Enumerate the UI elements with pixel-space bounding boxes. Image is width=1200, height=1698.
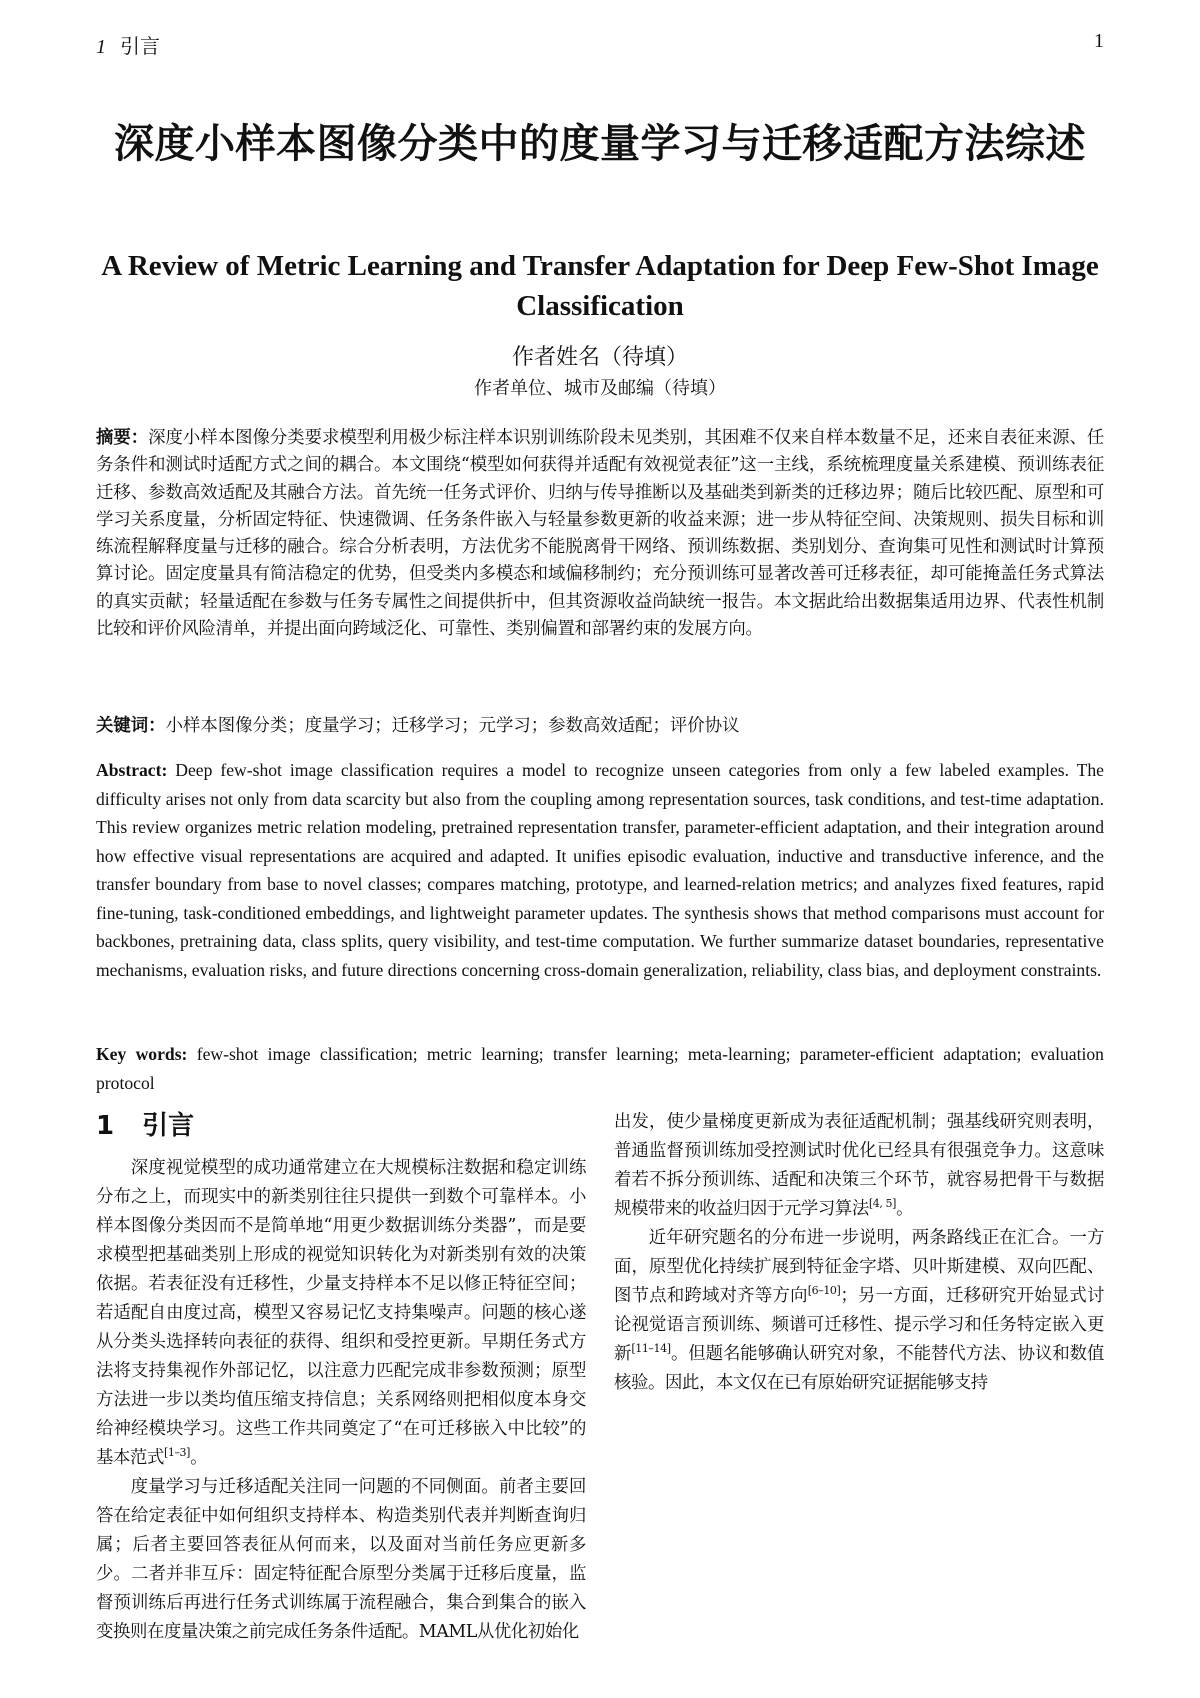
section-title: 引言 (142, 1111, 195, 1141)
citation: [1–3] (163, 1446, 191, 1460)
title-chinese: 深度小样本图像分类中的度量学习与迁移适配方法综述 (114, 121, 1086, 167)
citation: [4, 5] (868, 1197, 897, 1211)
paragraph-2-continued (614, 1108, 1104, 1224)
paragraph-1 (96, 1154, 586, 1473)
paragraph-1-text: 深度视觉模型的成功通常建立在大规模标注数据和稳定训练分布之上，而现实中的新类别往往只提供一到数个可靠样本。小样本图像分类因而不是简单地“用更少数据训练分类器”，而是要求模型把基础类别上形成的视觉知识转化为对新类别有效的决策依据。若表征没有迁移性，少量支持样本不足以修正特征空间；若适配自由度过高，模型又容易记忆支持集噪声。问题的核心遂从分类头选择转向表征的获得、组织和受控更新。早期任务式方法将支持集视作外部记忆，以注意力匹配完成非参数预测；原型方法进一步以类均值压缩支持信息；关系网络则把相似度本身交给神经模块学习。这些工作共同奠定了“在可迁移嵌入中比较”的基本范式 (96, 1158, 586, 1468)
keywords-chinese (96, 713, 1104, 740)
paragraph-1-end: 。 (190, 1448, 208, 1468)
paragraph-2-continued-text: 出发，使少量梯度更新成为表征适配机制；强基线研究则表明，普通监督预训练加受控测试时优化已经具有很强竞争力。这意味着若不拆分预训练、适配和决策三个环节，就容易把骨干与数据规模带来的收益归因于元学习算法 (614, 1112, 1104, 1219)
paragraph-3-mid: ；另一方面，迁移研究开始显式讨论视觉语言预训练、频谱可迁移性、提示学习和任务特定嵌入更新 (614, 1286, 1104, 1364)
paragraph-3 (614, 1224, 1104, 1398)
abstract-chinese-label: 摘要： (96, 428, 149, 448)
keywords-english (96, 1040, 1104, 1097)
abstract-english (96, 756, 1104, 984)
running-head-section (96, 30, 160, 59)
paragraph-2 (96, 1473, 586, 1647)
author-name: 作者姓名（待填） (511, 345, 688, 370)
abstract-english-text: Deep few-shot image classification requires a model to recognize unseen categories from only a few labeled examples. The difficulty arises not only from data scarcity but also from the coupling among representation sources, task conditions, and test-time adaptation. This review organizes metric relation modeling, pretrained representation transfer, parameter-efficient adaptation, and their integration around how effective visual representations are acquired and adapted. It unifies episodic evaluation, inductive and transductive inference, and the transfer boundary from base to novel classes; compares matching, prototype, and learned-relation metrics; and analyzes fixed features, rapid fine-tuning, task-conditioned embeddings, and lightweight parameter updates. The synthesis shows that method comparisons must account for backbones, pretraining data, class splits, query visibility, and test-time computation. We further summarize dataset boundaries, representative mechanisms, evaluation risks, and future directions concerning cross-domain generalization, reliability, class bias, and deployment constraints. (96, 760, 1104, 980)
citation: [6–10] (807, 1284, 841, 1298)
keywords-english-text: few-shot image classification; metric learning; transfer learning; meta-learning; parameter-efficient adaptation; evaluation protocol (96, 1044, 1104, 1093)
abstract-english-label: Abstract: (96, 760, 168, 780)
title-english: A Review of Metric Learning and Transfer Adaptation for Deep Few-Shot Image Classification (101, 250, 1099, 322)
citation: [11–14] (631, 1342, 671, 1356)
paragraph-2-end: 。 (896, 1199, 914, 1219)
paragraph-3-end: 。但题名能够确认研究对象，不能替代方法、协议和数值核验。因此，本文仅在已有原始研究证据能够支持 (614, 1344, 1104, 1393)
keywords-chinese-text: 小样本图像分类；度量学习；迁移学习；元学习；参数高效适配；评价协议 (165, 716, 740, 736)
paragraph-3-text: 近年研究题名的分布进一步说明，两条路线正在汇合。一方面，原型优化持续扩展到特征金字塔、贝叶斯建模、双向匹配、图节点和跨域对齐等方向 (614, 1228, 1104, 1306)
keywords-chinese-label: 关键词： (96, 716, 166, 736)
section-heading (96, 1108, 586, 1144)
author-affiliation: 作者单位、城市及邮编（待填） (474, 378, 726, 399)
keywords-english-label: Key words: (96, 1044, 188, 1064)
body-column-right (614, 1108, 1104, 1398)
abstract-chinese-text: 深度小样本图像分类要求模型利用极少标注样本识别训练阶段未见类别，其困难不仅来自样本数量不足，还来自表征来源、任务条件和测试时适配方式之间的耦合。本文围绕“模型如何获得并适配有效视觉表征”这一主线，系统梳理度量关系建模、预训练表征迁移、参数高效适配及其融合方法。首先统一任务式评价、归纳与传导推断以及基础类到新类的迁移边界；随后比较匹配、原型和可学习关系度量，分析固定特征、快速微调、任务条件嵌入与轻量参数更新的收益来源；进一步从特征空间、决策规则、损失目标和训练流程解释度量与迁移的融合。综合分析表明，方法优劣不能脱离骨干网络、预训练数据、类别划分、查询集可见性和测试时计算预算讨论。固定度量具有简洁稳定的优势，但受类内多模态和域偏移制约；充分预训练可显著改善可迁移表征，却可能掩盖任务式算法的真实贡献；轻量适配在参数与任务专属性之间提供折中，但其资源收益尚缺统一报告。本文据此给出数据集适用边界、代表性机制比较和评价风险清单，并提出面向跨域泛化、可靠性、类别偏置和部署约束的发展方向。 (96, 428, 1104, 640)
paragraph-2-text: 度量学习与迁移适配关注同一问题的不同侧面。前者主要回答在给定表征中如何组织支持样本、构造类别代表并判断查询归属；后者主要回答表征从何而来，以及面对当前任务应更新多少。二者并非互斥：固定特征配合原型分类属于迁移后度量，监督预训练后再进行任务式训练属于流程融合，集合到集合的嵌入变换则在度量决策之前完成任务条件适配。MAML从优化初始化 (96, 1477, 586, 1642)
body-column-left (96, 1108, 586, 1647)
section-number: 1 (96, 1111, 115, 1141)
abstract-chinese (96, 425, 1104, 643)
page-number: 1 (1094, 30, 1104, 52)
running-head-section-number: 1 (96, 36, 106, 58)
running-head (96, 30, 1104, 58)
running-head-section-title: 引言 (120, 36, 160, 58)
